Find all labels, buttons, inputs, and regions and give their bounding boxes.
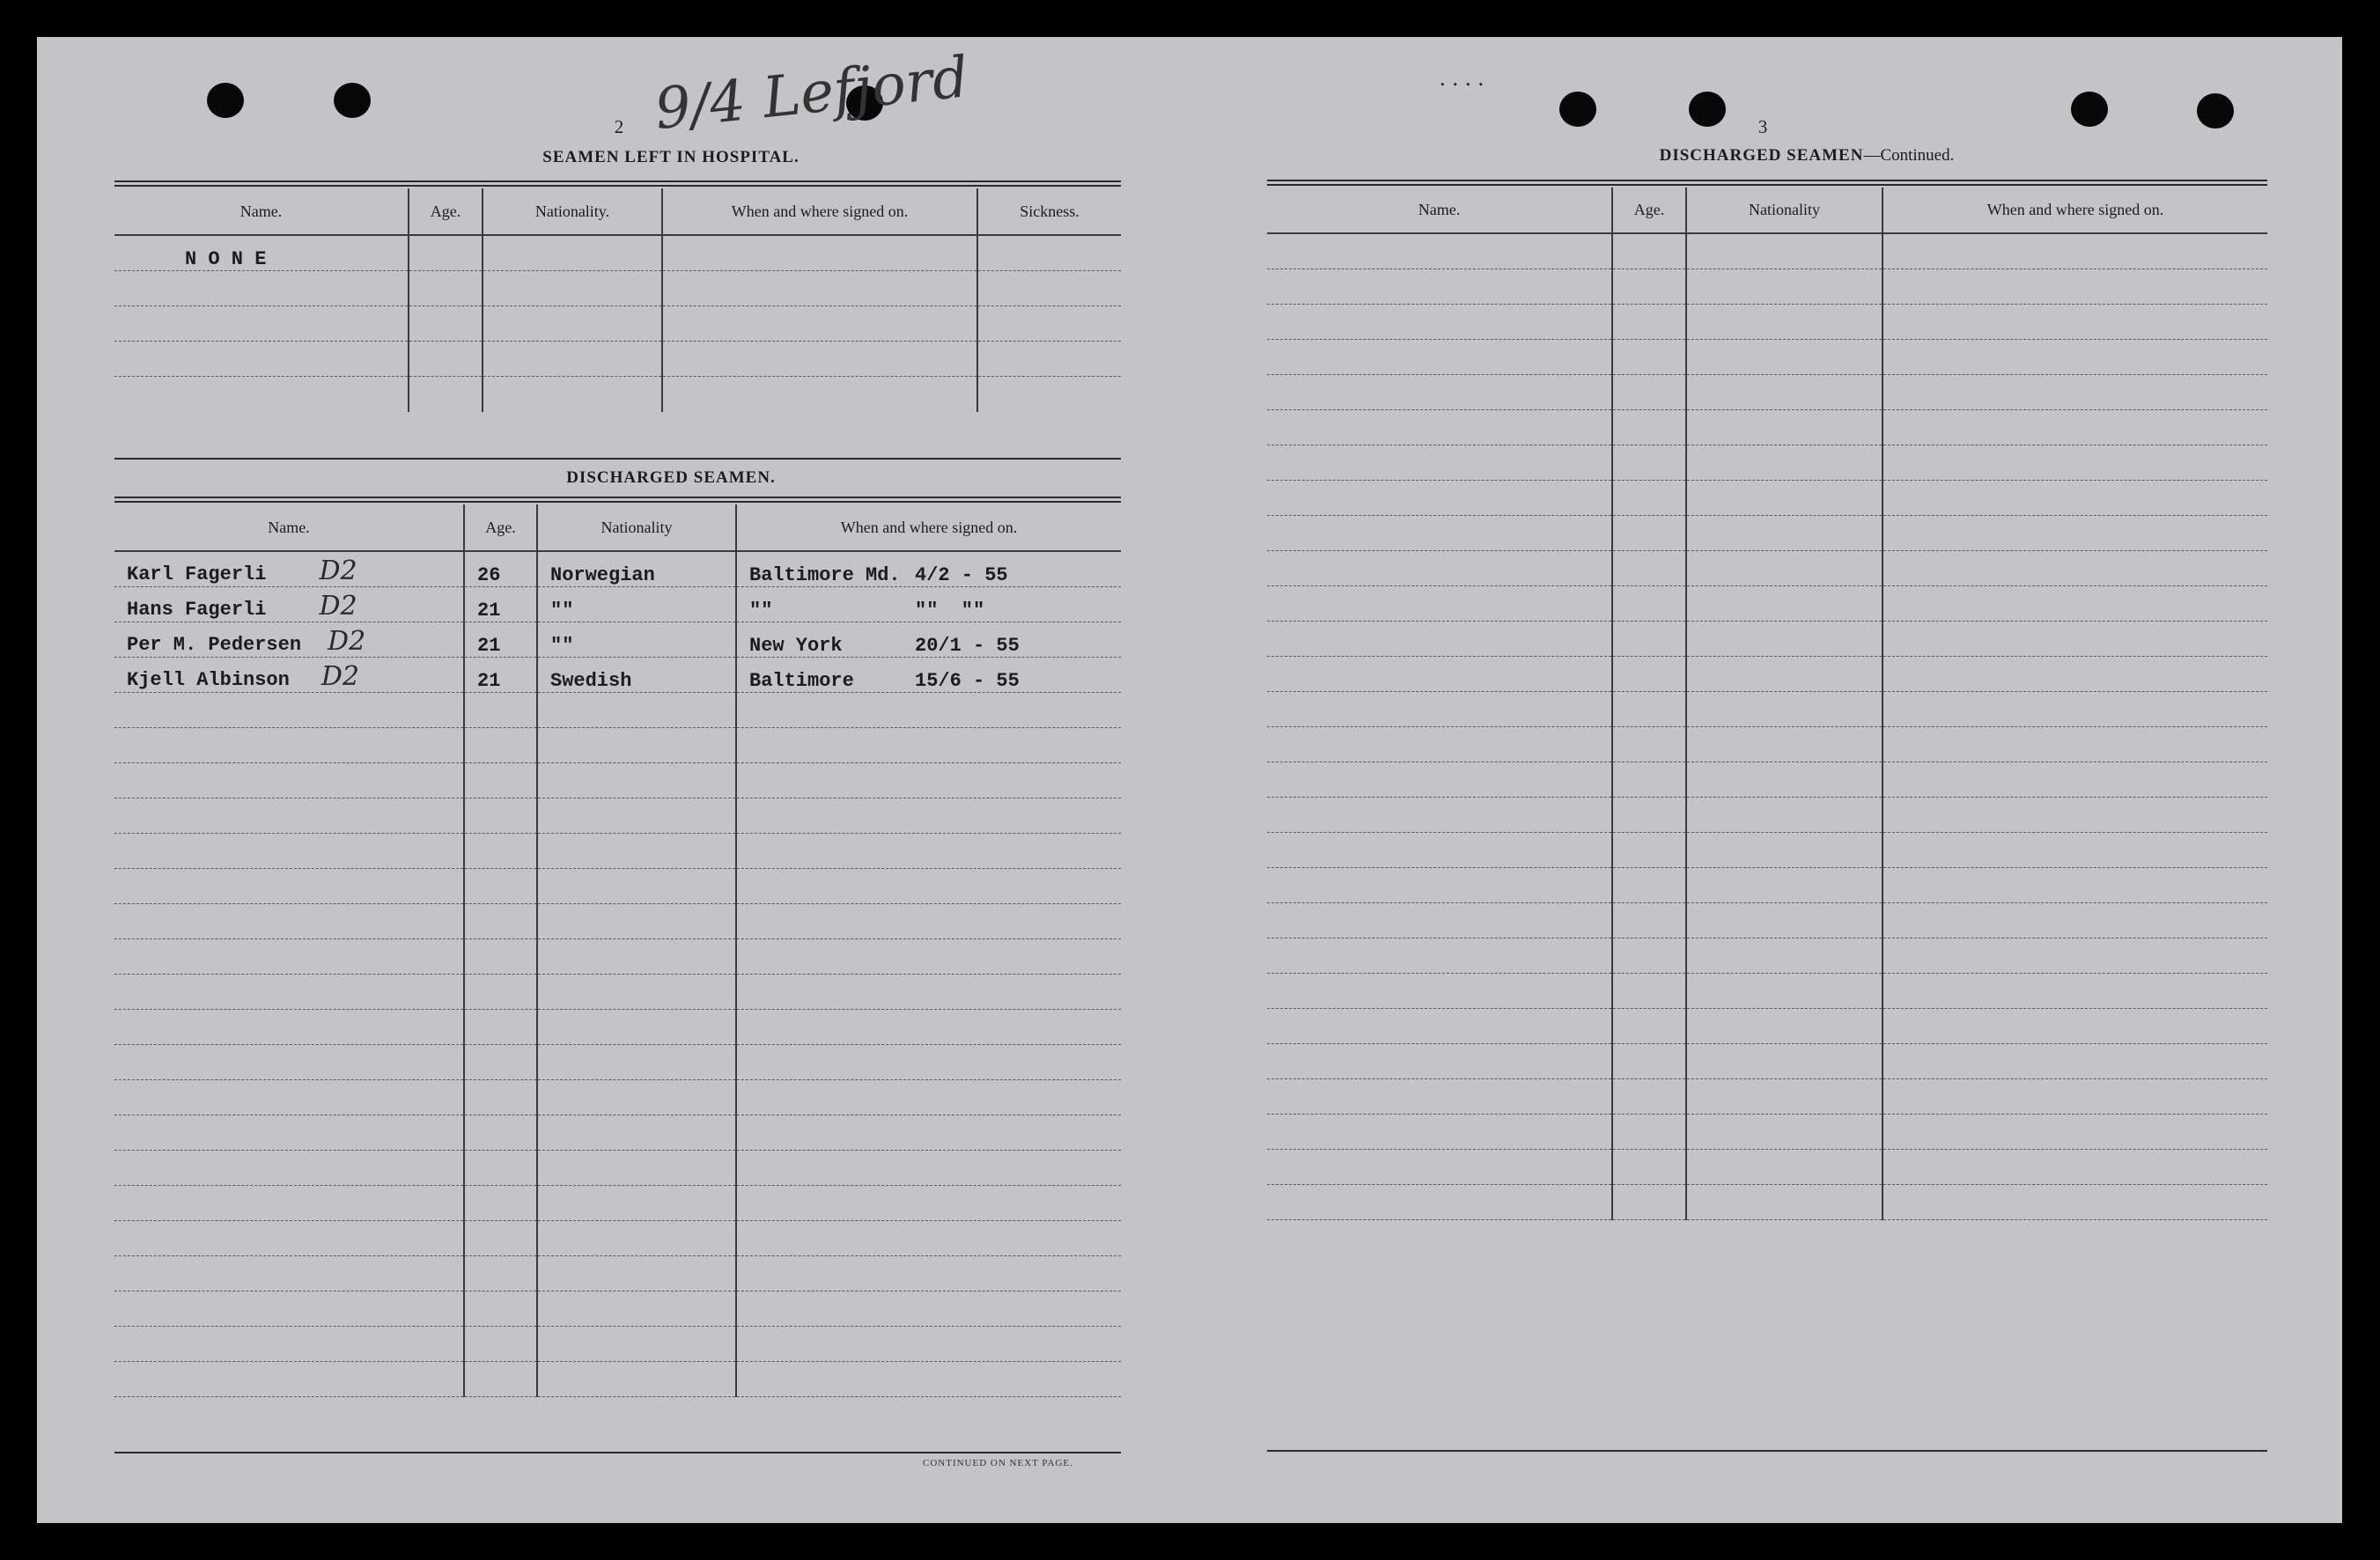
- header-age: Age.: [409, 188, 483, 235]
- empty-ruled-row: [114, 1115, 1121, 1150]
- seaman-age: 21: [464, 622, 537, 657]
- empty-ruled-row: [114, 1291, 1121, 1326]
- punch-hole: [2071, 92, 2108, 127]
- seaman-signed-on: "" "" "": [736, 586, 1121, 622]
- table-row: [114, 657, 1121, 692]
- empty-ruled-row: [114, 1044, 1121, 1079]
- empty-ruled-row: [1267, 1008, 2267, 1043]
- empty-ruled-row: [114, 868, 1121, 903]
- empty-ruled-row: [1267, 550, 2267, 585]
- right-discharged-table: [1267, 188, 2267, 1220]
- seaman-age: 26: [464, 551, 537, 586]
- discharge-mark: D2: [319, 590, 357, 622]
- empty-ruled-row: [114, 798, 1121, 833]
- empty-ruled-row: [114, 1079, 1121, 1115]
- empty-ruled-row: [114, 1220, 1121, 1255]
- hospital-top-rule: [114, 180, 1121, 187]
- empty-ruled-row: [1267, 938, 2267, 973]
- handwritten-note: 9/4 Lefjord: [652, 45, 972, 143]
- empty-ruled-row: [1267, 409, 2267, 445]
- empty-ruled-row: [1267, 973, 2267, 1008]
- seaman-name: Per M. Pedersen D2: [114, 622, 464, 657]
- empty-ruled-row: [1267, 585, 2267, 621]
- empty-ruled-row: [114, 1255, 1121, 1291]
- empty-ruled-row: [1267, 233, 2267, 269]
- header-sickness: Sickness.: [977, 188, 1121, 235]
- discharge-mark: D2: [319, 555, 357, 586]
- empty-ruled-row: [114, 938, 1121, 974]
- right-top-rule: [1267, 180, 2267, 186]
- empty-ruled-row: [114, 762, 1121, 798]
- empty-ruled-row: [114, 1361, 1121, 1396]
- document-sheet: [37, 37, 2342, 1523]
- left-page-number: 2: [614, 116, 624, 137]
- header-name: Name.: [1267, 188, 1612, 233]
- table-row: [114, 341, 1121, 376]
- discharge-mark: D2: [328, 625, 366, 657]
- empty-ruled-row: [1267, 339, 2267, 374]
- empty-ruled-row: [1267, 832, 2267, 867]
- table-row: [114, 376, 1121, 412]
- empty-ruled-row: [1267, 621, 2267, 656]
- empty-ruled-row: [114, 727, 1121, 762]
- empty-ruled-row: [1267, 1078, 2267, 1114]
- table-row: [114, 270, 1121, 305]
- empty-ruled-row: [114, 833, 1121, 868]
- punch-hole: [2197, 93, 2234, 129]
- empty-ruled-row: [1267, 269, 2267, 304]
- empty-ruled-row: [1267, 1184, 2267, 1219]
- empty-ruled-row: [114, 1009, 1121, 1044]
- empty-ruled-row: [1267, 374, 2267, 409]
- empty-ruled-row: [114, 1150, 1121, 1185]
- header-nationality: Nationality: [537, 504, 736, 551]
- empty-ruled-row: [1267, 304, 2267, 339]
- table-row: [114, 305, 1121, 341]
- right-page-number: 3: [1757, 116, 1768, 137]
- header-nationality: Nationality: [1686, 188, 1883, 233]
- header-age: Age.: [1612, 188, 1686, 233]
- empty-ruled-row: [1267, 762, 2267, 797]
- punch-hole: [207, 83, 244, 118]
- header-signed-on: When and where signed on.: [1883, 188, 2267, 233]
- empty-ruled-row: [114, 903, 1121, 938]
- empty-ruled-row: [114, 974, 1121, 1009]
- table-row: [114, 551, 1121, 586]
- discharged-top-rule: [114, 497, 1121, 503]
- header-name: Name.: [114, 188, 409, 235]
- seaman-age: 21: [464, 657, 537, 692]
- empty-ruled-row: [1267, 480, 2267, 515]
- punch-hole: [334, 83, 371, 118]
- seaman-name: Hans Fagerli D2: [114, 586, 464, 622]
- empty-ruled-row: [1267, 656, 2267, 691]
- seaman-nationality: Norwegian: [537, 551, 736, 586]
- empty-ruled-row: [1267, 515, 2267, 550]
- empty-ruled-row: [1267, 445, 2267, 480]
- right-bottom-rule: [1267, 1450, 2267, 1452]
- empty-ruled-row: [1267, 691, 2267, 726]
- empty-ruled-row: [114, 1185, 1121, 1220]
- empty-ruled-row: [1267, 1149, 2267, 1184]
- empty-ruled-row: [114, 692, 1121, 727]
- seaman-signed-on: New York 20/1 - 55: [736, 622, 1121, 657]
- discharged-table: [114, 504, 1121, 1397]
- seaman-nationality: "": [537, 586, 736, 622]
- empty-ruled-row: [114, 1326, 1121, 1361]
- seaman-age: 21: [464, 586, 537, 622]
- empty-ruled-row: [1267, 1114, 2267, 1149]
- table-row: [114, 586, 1121, 622]
- seaman-signed-on: Baltimore Md. 4/2 - 55: [736, 551, 1121, 586]
- discharged-section-title: DISCHARGED SEAMEN.: [566, 468, 776, 487]
- hospital-none-entry: [114, 235, 409, 270]
- seaman-nationality: "": [537, 622, 736, 657]
- continued-footer: CONTINUED ON NEXT PAGE.: [923, 1458, 1073, 1468]
- empty-ruled-row: [1267, 1043, 2267, 1078]
- header-age: Age.: [464, 504, 537, 551]
- seaman-signed-on: Baltimore 15/6 - 55: [736, 657, 1121, 692]
- header-signed-on: When and where signed on.: [736, 504, 1121, 551]
- discharge-mark: D2: [321, 660, 359, 692]
- seaman-name: Karl Fagerli D2: [114, 551, 464, 586]
- header-nationality: Nationality.: [483, 188, 662, 235]
- seaman-nationality: Swedish: [537, 657, 736, 692]
- right-section-title: DISCHARGED SEAMEN—Continued.: [1659, 146, 1955, 165]
- empty-ruled-row: [1267, 902, 2267, 938]
- table-row: [114, 622, 1121, 657]
- header-signed-on: When and where signed on.: [662, 188, 977, 235]
- empty-ruled-row: [1267, 797, 2267, 832]
- none-text: N O N E: [185, 247, 267, 270]
- punch-hole: [1689, 92, 1726, 127]
- table-row: [114, 235, 1121, 270]
- top-dots: ....: [1440, 65, 1491, 91]
- hospital-bottom-rule: [114, 458, 1121, 460]
- empty-ruled-row: [1267, 867, 2267, 902]
- punch-hole: [1559, 92, 1596, 127]
- hospital-table: [114, 188, 1121, 412]
- empty-ruled-row: [1267, 726, 2267, 762]
- hospital-section-title: SEAMEN LEFT IN HOSPITAL.: [542, 148, 799, 166]
- left-bottom-rule: [114, 1452, 1121, 1453]
- seaman-name: Kjell Albinson D2: [114, 657, 464, 692]
- header-name: Name.: [114, 504, 464, 551]
